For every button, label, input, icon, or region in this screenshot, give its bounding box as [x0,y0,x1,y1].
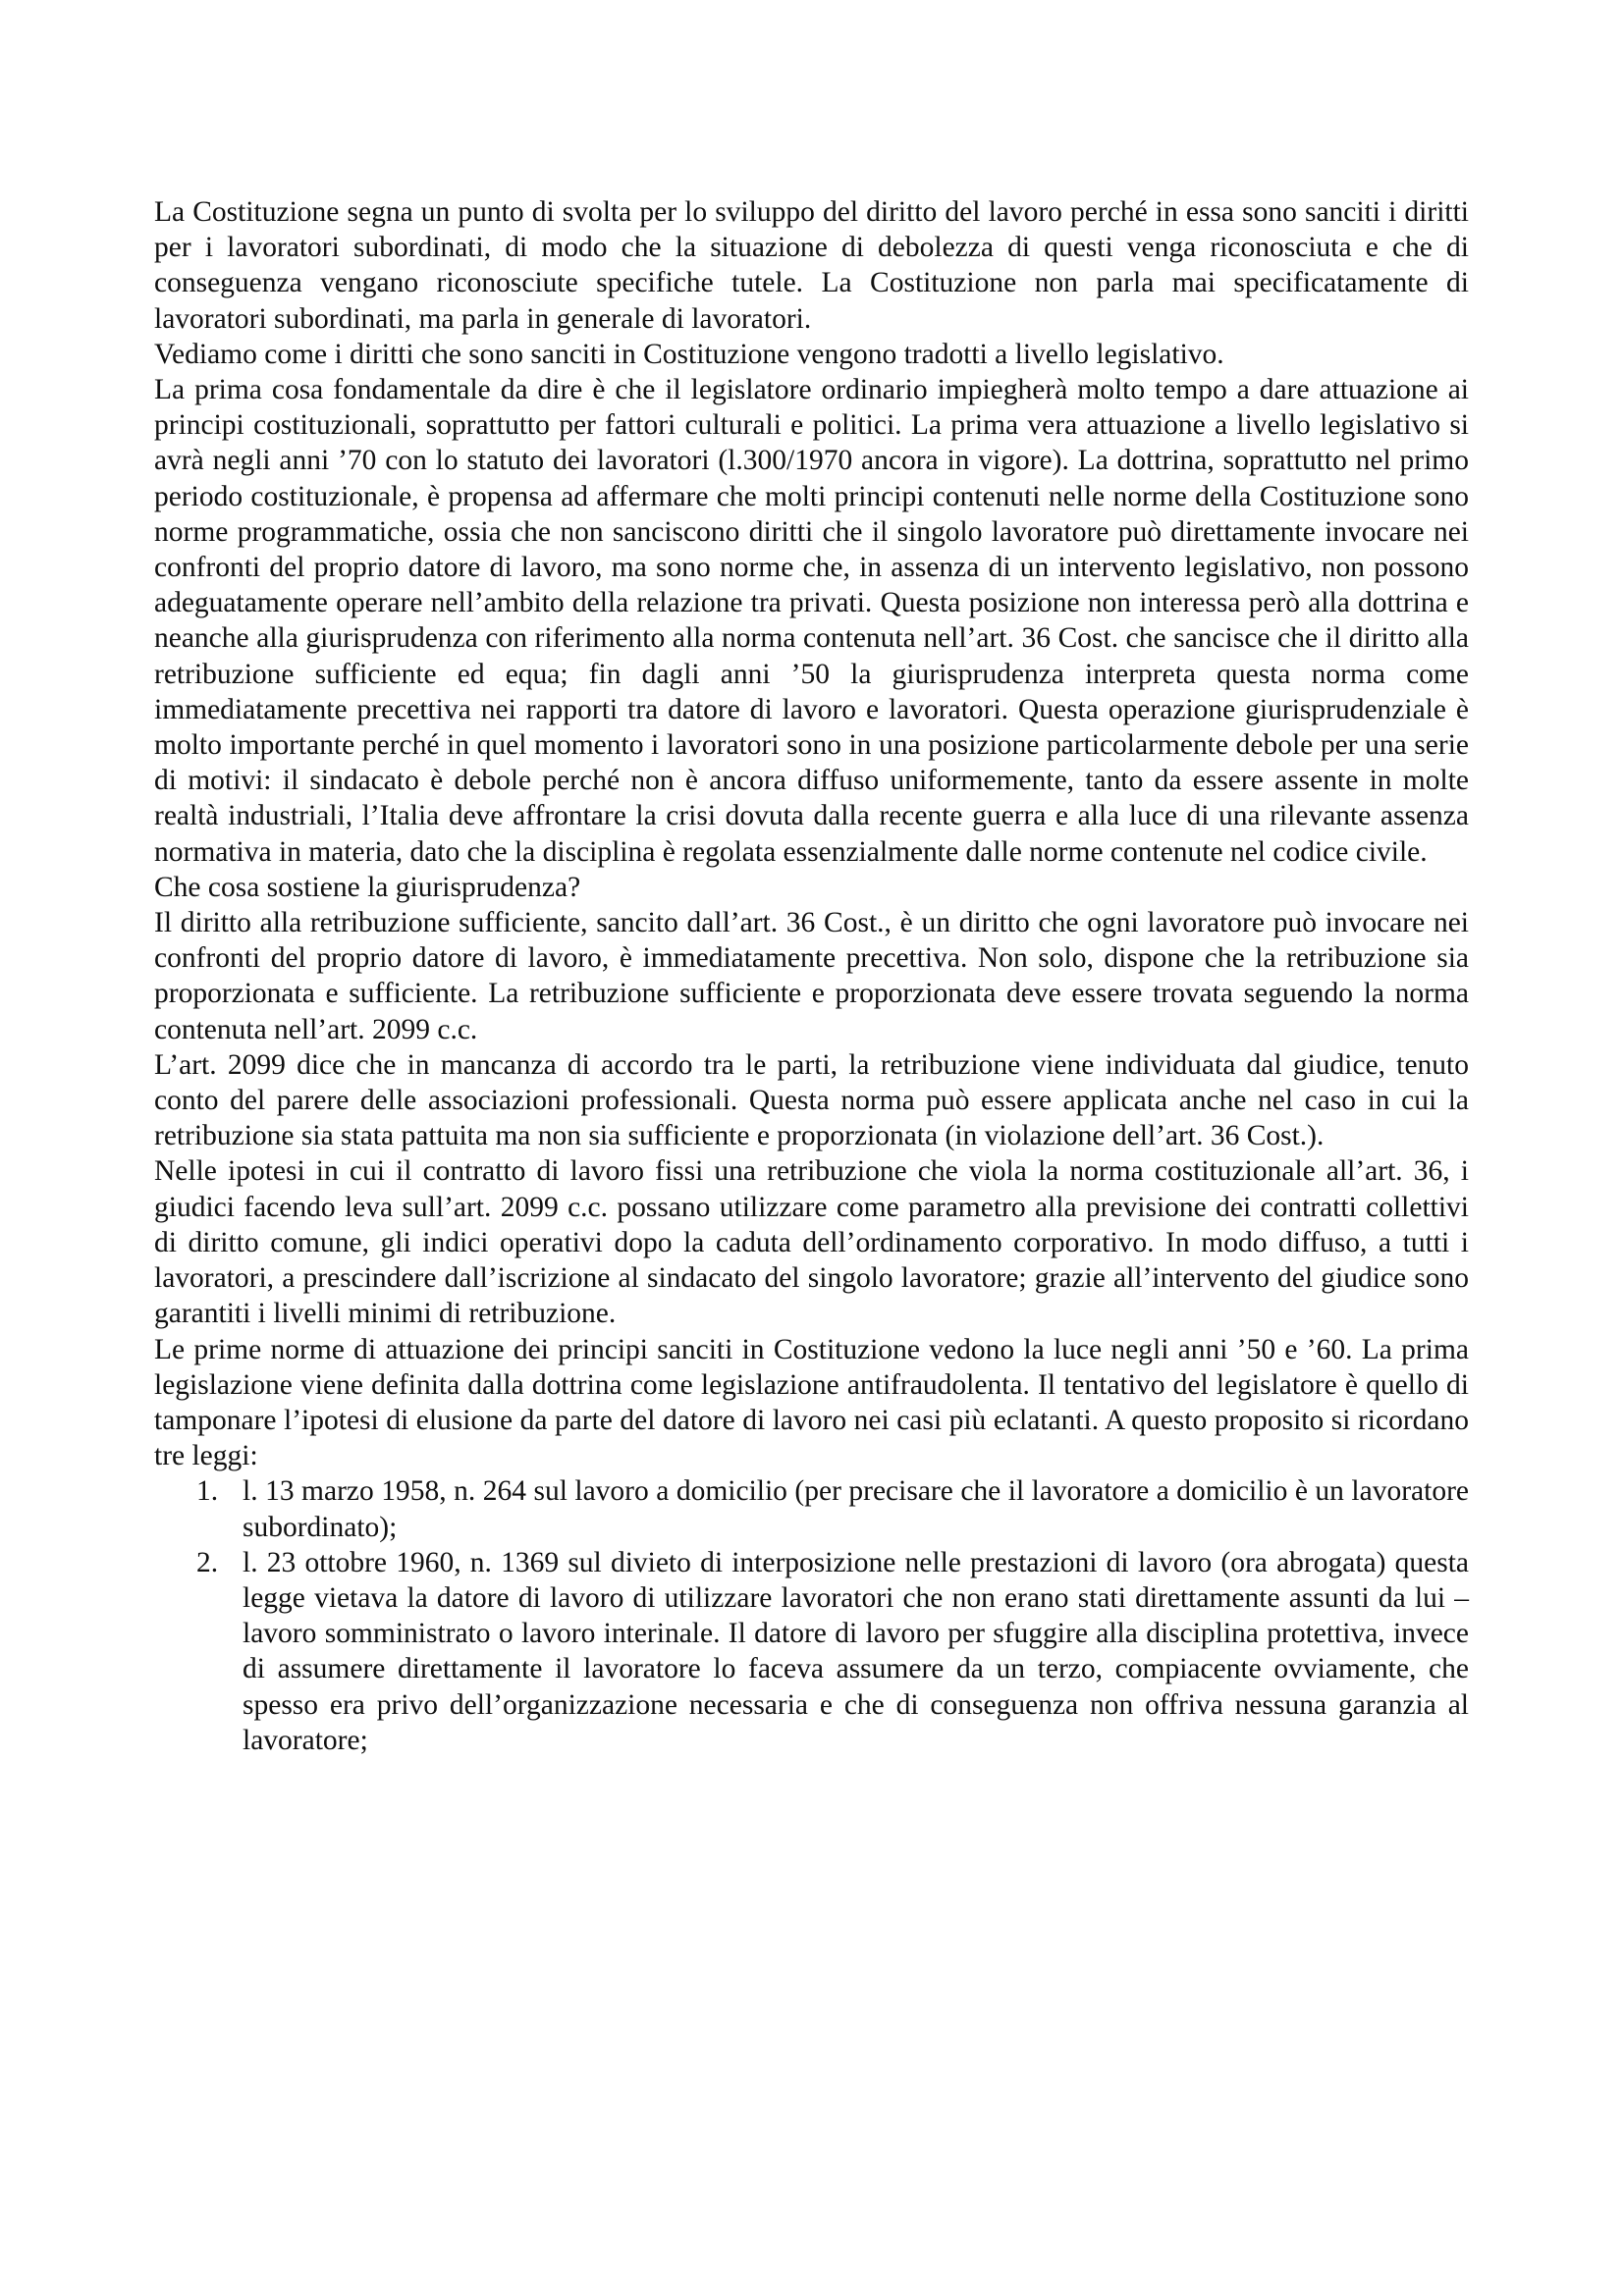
paragraph-prima-cosa: La prima cosa fondamentale da dire è che il legislatore ordinario impiegherà molto tempo a dare attuazione ai principi costituzionali, soprattutto per fattori culturali e politici. La prima vera attuazione a livello legislativo si avrà negli anni ’70 con lo statuto dei lavoratori (l.300/1970 ancora in vigore). La dottrina, soprattutto nel primo periodo costituzionale, è propensa ad affermare che molti principi contenuti nelle norme della Costituzione sono norme programmatiche, ossia che non sanciscono diritti che il singolo lavoratore può direttamente invocare nei confronti del proprio datore di lavoro, ma sono norme che, in assenza di un intervento legislativo, non possono adeguatamente operare nell’ambito della relazione tra privati. Questa posizione non interessa però alla dottrina e neanche alla giurisprudenza con riferimento alla norma contenuta nell’art. 36 Cost. che sancisce che il diritto alla retribuzione sufficiente ed equa; fin dagli anni ’50 la giurisprudenza interpreta questa norma come immediatamente precettiva nei rapporti tra datore di lavoro e lavoratori. Questa operazione giurisprudenziale è molto importante perché in quel momento i lavoratori sono in una posizione particolarmente debole per una serie di motivi: il sindacato è debole perché non è ancora diffuso uniformemente, tanto da essere assente in molte realtà industriali, l’Italia deve affrontare la crisi dovuta dalla recente guerra e alla luce di una rilevante assenza normativa in materia, dato che la disciplina è regolata essenzialmente dalle norme contenute nel codice civile. [154,374,1469,868]
list-item-number: 2. [196,1546,219,1578]
paragraph-costituzione-intro: La Costituzione segna un punto di svolta per lo sviluppo del diritto del lavoro perché in essa sono sanciti i diritti per i lavoratori subordinati, di modo che la situazione di debolezza di questi venga riconosciuta e che di conseguenza vengano riconosciute specifiche tutele. La Costituzione non parla mai specificatamente di lavoratori subordinati, ma parla in generale di lavoratori. [154,196,1469,335]
list-item [154,1545,1469,1758]
paragraph-art-2099: L’art. 2099 dice che in mancanza di accordo tra le parti, la retribuzione viene individuata dal giudice, tenuto conto del parere delle associazioni professionali. Questa norma può essere applicata anche nel caso in cui la retribuzione sia stata pattuita ma non sia sufficiente e proporzionata (in violazione dell’art. 36 Cost.). [154,1048,1469,1152]
list-item-number: 1. [196,1475,219,1508]
list-item-text: l. 13 marzo 1958, n. 264 sul lavoro a domicilio (per precisare che il lavoratore a domicilio è un lavoratore subordinato); [243,1475,1469,1543]
paragraph-prime-norme: Le prime norme di attuazione dei principi sanciti in Costituzione vedono la luce negli anni ’50 e ’60. La prima legislazione viene definita dalla dottrina come legislazione antifraudolenta. Il tentativo del legislatore è quello di tamponare l’ipotesi di elusione da parte del datore di lavoro nei casi più eclatanti. A questo proposito si ricordano tre leggi: [154,1333,1469,1472]
list-item [154,1473,1469,1544]
paragraph-ipotesi: Nelle ipotesi in cui il contratto di lavoro fissi una retribuzione che viola la norma costituzionale all’art. 36, i giudici facendo leva sull’art. 2099 c.c. possano utilizzare come parametro alla previsione dei contratti collettivi di diritto comune, gli indici operativi dopo la caduta dell’ordinamento corporativo. In modo diffuso, a tutti i lavoratori, a prescindere dall’iscrizione al sindacato del singolo lavoratore; grazie all’intervento del giudice sono garantiti i livelli minimi di retribuzione. [154,1155,1469,1330]
paragraph-diritto-retribuzione: Il diritto alla retribuzione sufficiente, sancito dall’art. 36 Cost., è un diritto che ogni lavoratore può invocare nei confronti del proprio datore di lavoro, è immediatamente precettiva. Non solo, dispone che la retribuzione sia proporzionata e sufficiente. La retribuzione sufficiente e proporzionata deve essere trovata seguendo la norma contenuta nell’art. 2099 c.c. [154,907,1469,1045]
laws-list [154,1473,1469,1758]
paragraph-question: Che cosa sostiene la giurisprudenza? [154,871,581,903]
paragraph-vediamo: Vediamo come i diritti che sono sanciti in Costituzione vengono tradotti a livello legislativo. [154,338,1224,370]
list-item-text: l. 23 ottobre 1960, n. 1369 sul divieto di interposizione nelle prestazioni di lavoro (ora abrogata) questa legge vietava la datore di lavoro di utilizzare lavoratori che non erano stati direttamente assunti da lui – lavoro somministrato o lavoro interinale. Il datore di lavoro per sfuggire alla disciplina protettiva, invece di assumere direttamente il lavoratore lo faceva assumere da un terzo, compiacente ovviamente, che spesso era privo dell’organizzazione necessaria e che di conseguenza non offriva nessuna garanzia al lavoratore; [243,1546,1469,1756]
document-page [154,194,1469,1758]
